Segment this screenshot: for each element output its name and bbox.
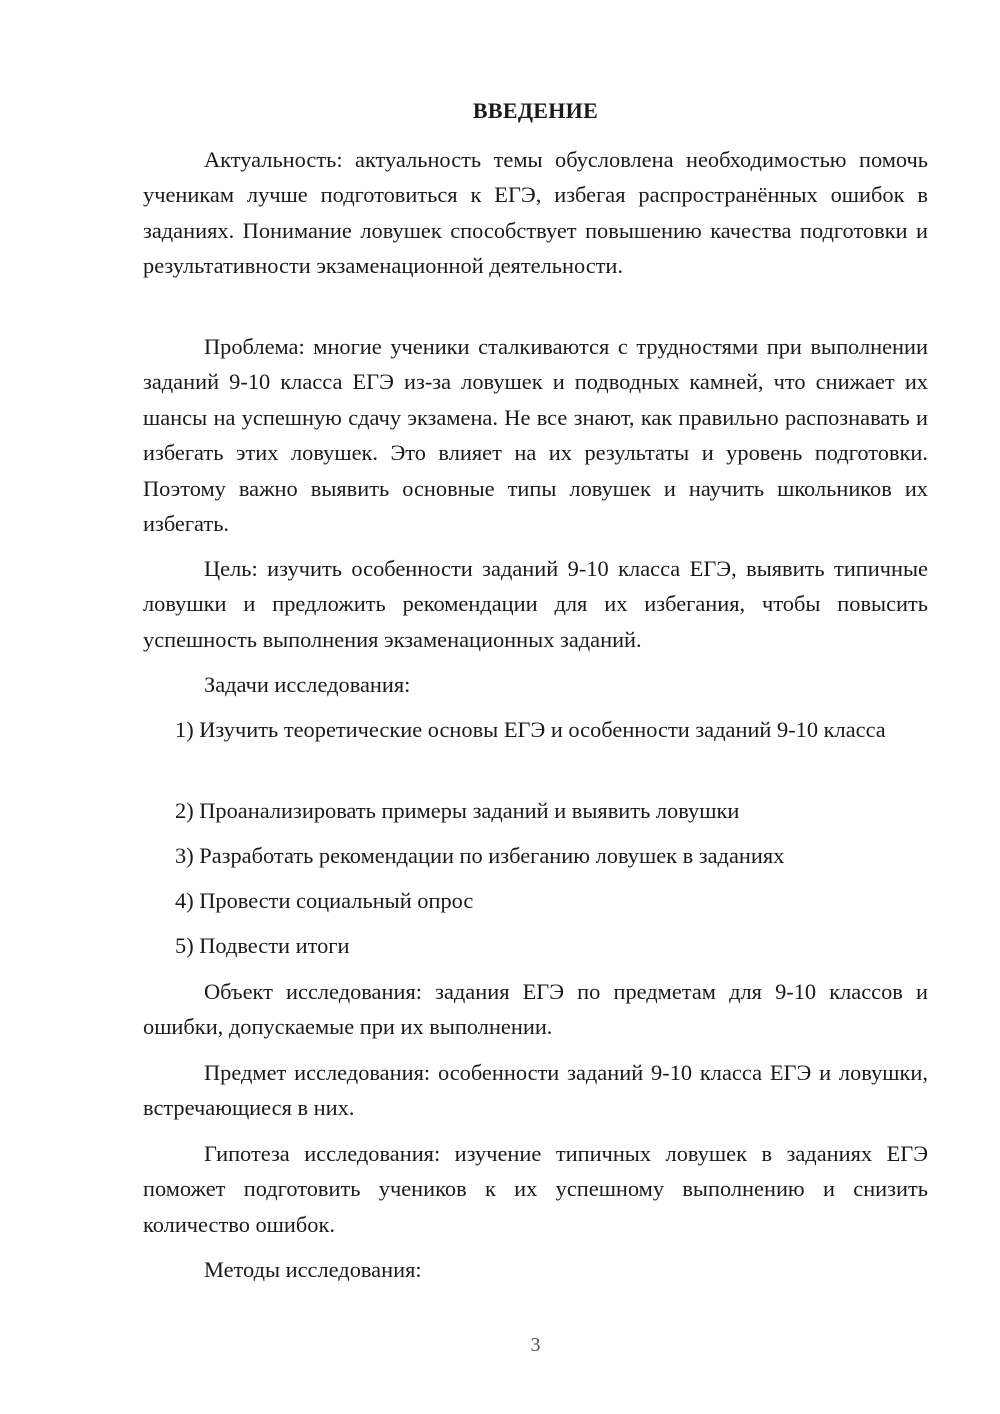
- section-title: ВВЕДЕНИЕ: [472, 98, 599, 123]
- problem-paragraph: Проблема: многие ученики сталкиваются с трудностями при выполнении заданий 9-10 класса ЕГЭ из-за ловушек и подводных камней, что снижает их шансы на успешную сдачу экзамена. Не все знают, как правильно распознавать и избегать этих ловушек. Это влияет на их результаты и уровень подготовки. Поэтому важно выявить основные типы ловушек и научить школьников их избегать.: [143, 334, 928, 537]
- document-page: [143, 0, 928, 1414]
- page-number: 3: [530, 1334, 541, 1356]
- goal-paragraph: Цель: изучить особенности заданий 9-10 класса ЕГЭ, выявить типичные ловушки и предложить рекомендации для их избегания, чтобы повысить успешность выполнения экзаменационных заданий.: [143, 556, 928, 652]
- hypothesis-paragraph: Гипотеза исследования: изучение типичных ловушек в заданиях ЕГЭ поможет подготовить учеников к их успешному выполнению и снизить количество ошибок.: [143, 1141, 928, 1237]
- tasks-heading: Задачи исследования:: [204, 672, 411, 697]
- task-item-5: 5) Подвести итоги: [175, 933, 350, 958]
- task-item-2: 2) Проанализировать примеры заданий и выявить ловушки: [175, 798, 740, 823]
- task-item-3: 3) Разработать рекомендации по избеганию ловушек в заданиях: [175, 843, 785, 868]
- methods-heading: Методы исследования:: [204, 1257, 422, 1282]
- object-paragraph: Объект исследования: задания ЕГЭ по предметам для 9-10 классов и ошибки, допускаемые при их выполнении.: [143, 979, 928, 1040]
- task-item-1: 1) Изучить теоретические основы ЕГЭ и особенности заданий 9-10 класса: [175, 717, 886, 742]
- task-item-4: 4) Провести социальный опрос: [175, 888, 474, 913]
- relevance-paragraph: Актуальность: актуальность темы обусловлена необходимостью помочь ученикам лучше подготовиться к ЕГЭ, избегая распространённых ошибок в заданиях. Понимание ловушек способствует повышению качества подготовки и результативности экзаменационной деятельности.: [143, 147, 928, 279]
- subject-paragraph: Предмет исследования: особенности заданий 9-10 класса ЕГЭ и ловушки, встречающиеся в них.: [143, 1060, 928, 1121]
